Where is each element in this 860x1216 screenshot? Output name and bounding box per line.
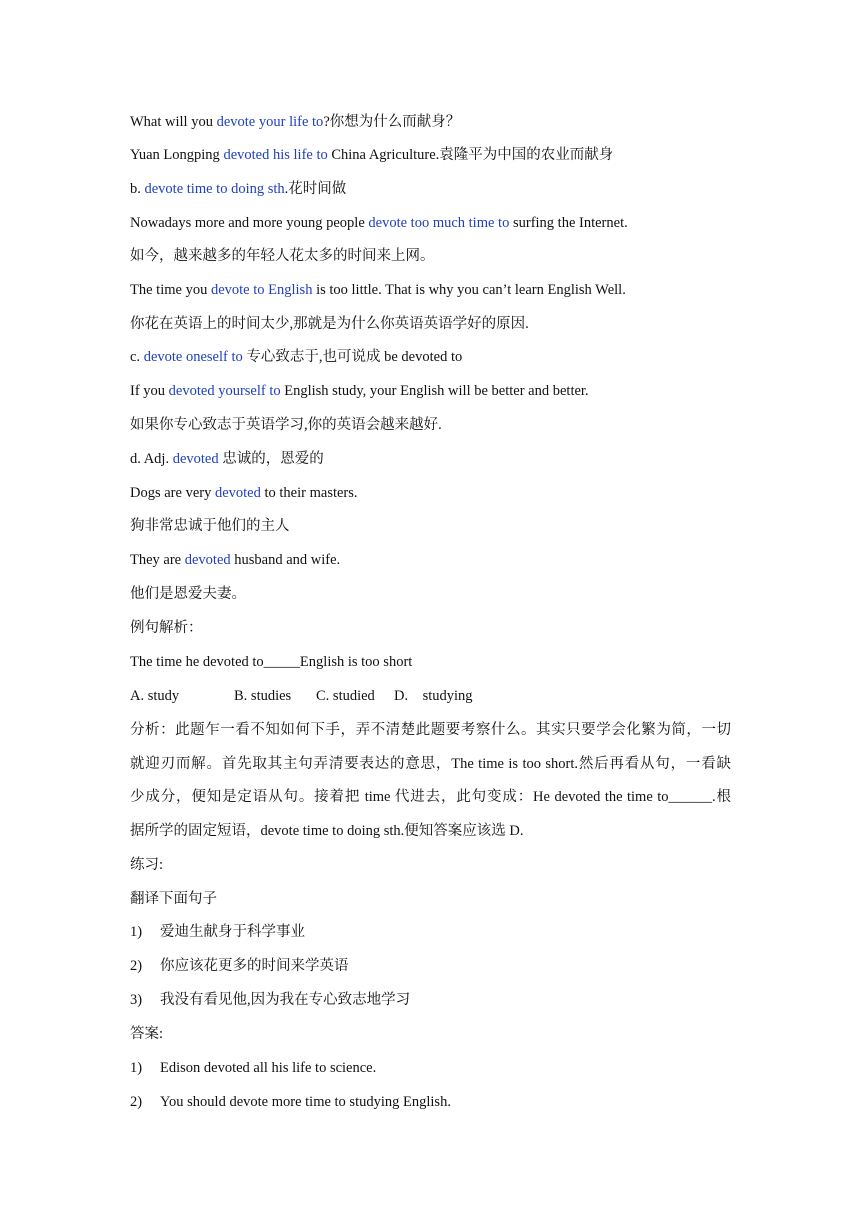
text: Dogs are very [130, 485, 215, 501]
answer-options [130, 686, 473, 706]
example-analysis-heading [130, 618, 203, 638]
example-line-dogs [130, 483, 358, 503]
text: surfing the Internet. [509, 215, 628, 231]
highlighted-phrase: devote oneself to [143, 349, 243, 365]
text: 例句解析： [130, 620, 203, 636]
text: husband and wife. [230, 552, 341, 568]
text: What will you [130, 114, 217, 130]
answer-item [130, 1058, 376, 1078]
text: d. Adj. [130, 451, 173, 467]
text: 答案: [130, 1026, 164, 1042]
practice-heading [130, 855, 163, 875]
exercise-item [130, 922, 305, 942]
text: English study, your English will be better and better. [280, 383, 589, 399]
highlighted-phrase: devoted [184, 552, 231, 568]
option-a: A. study [130, 688, 180, 704]
option-c: C. studied [316, 688, 375, 704]
text: 专心致志于,也可说成 be devoted to [242, 349, 463, 365]
section-d-heading [130, 449, 324, 469]
text: is too little. That is why you can’t learn English Well. [312, 282, 626, 298]
text: 如果你专心致志于英语学习,你的英语会越来越好. [130, 417, 442, 433]
exercise-item [130, 956, 349, 976]
translation-line [130, 516, 290, 536]
text: 翻译下面句子 [130, 891, 217, 907]
text: 练习: [130, 857, 164, 873]
option-d: D. studying [394, 688, 473, 704]
text: b. [130, 181, 145, 197]
text: 如今，越来越多的年轻人花太多的时间来上网。 [130, 248, 435, 264]
translate-instruction [130, 889, 217, 909]
text: c. [130, 349, 144, 365]
item-text: You should devote more time to studying English. [160, 1094, 451, 1110]
highlighted-phrase: devote too much time to [368, 215, 510, 231]
text: The time he devoted to_____English is too short [130, 654, 413, 670]
item-number: 1) [130, 1060, 143, 1076]
question-line [130, 652, 412, 672]
analysis-line-1: 分析：此题乍一看不知如何下手，弄不清楚此题要考察什么。其实只要学会化繁为简，一切 [130, 722, 731, 738]
text: The time you [130, 282, 211, 298]
text: China Agriculture.袁隆平为中国的农业而献身 [327, 147, 614, 163]
highlighted-phrase: devote time to doing sth [144, 181, 285, 197]
analysis-line-2: 就迎刃而解。首先取其主句弄清要表达的意思，The time is too short.然后再看从句，一看缺 [130, 756, 731, 772]
translation-line [130, 584, 246, 604]
item-text: 爱迪生献身于科学事业 [160, 924, 305, 940]
section-c-heading [130, 347, 462, 367]
translation-line [130, 415, 442, 435]
text: 他们是恩爱夫妻。 [130, 586, 246, 602]
example-line-nowadays [130, 213, 628, 233]
highlighted-phrase: devoted yourself to [168, 383, 281, 399]
highlighted-phrase: devote to English [210, 282, 313, 298]
analysis-line-3: 少成分，便知是定语从句。接着把 time 代进去，此句变成：He devoted the time to______.根 [130, 789, 731, 805]
answer-item [130, 1092, 451, 1112]
example-line-if-you [130, 381, 589, 401]
answers-heading [130, 1024, 163, 1044]
text: Yuan Longping [130, 147, 224, 163]
highlighted-phrase: devoted [172, 451, 219, 467]
highlighted-phrase: devote your life to [216, 114, 324, 130]
example-line-devote-life [130, 112, 460, 132]
translation-line [130, 314, 529, 334]
text: ?你想为什么而献身？ [323, 114, 461, 130]
example-line-they-are [130, 550, 340, 570]
example-line-yuan-longping [130, 145, 613, 165]
analysis-line-4: 据所学的固定短语，devote time to doing sth.便知答案应该选 D. [130, 823, 524, 839]
translation-line [130, 246, 435, 266]
item-text: Edison devoted all his life to science. [160, 1060, 377, 1076]
highlighted-phrase: devoted [214, 485, 261, 501]
section-b-heading [130, 179, 346, 199]
highlighted-phrase: devoted his life to [223, 147, 328, 163]
item-number: 1) [130, 924, 143, 940]
text: Nowadays more and more young people [130, 215, 369, 231]
text: .花时间做 [284, 181, 347, 197]
option-b: B. studies [234, 688, 292, 704]
text: 你花在英语上的时间太少,那就是为什么你英语英语学好的原因. [130, 316, 529, 332]
text: 狗非常忠诚于他们的主人 [130, 518, 290, 534]
item-text: 你应该花更多的时间来学英语 [160, 958, 349, 974]
item-number: 2) [130, 958, 143, 974]
exercise-item [130, 990, 410, 1010]
text: They are [130, 552, 185, 568]
item-number: 2) [130, 1094, 143, 1110]
example-line-time-you-devote [130, 280, 626, 300]
text: If you [130, 383, 169, 399]
text: to their masters. [260, 485, 358, 501]
text: 忠诚的，恩爱的 [218, 451, 324, 467]
item-number: 3) [130, 992, 143, 1008]
item-text: 我没有看见他,因为我在专心致志地学习 [160, 992, 411, 1008]
